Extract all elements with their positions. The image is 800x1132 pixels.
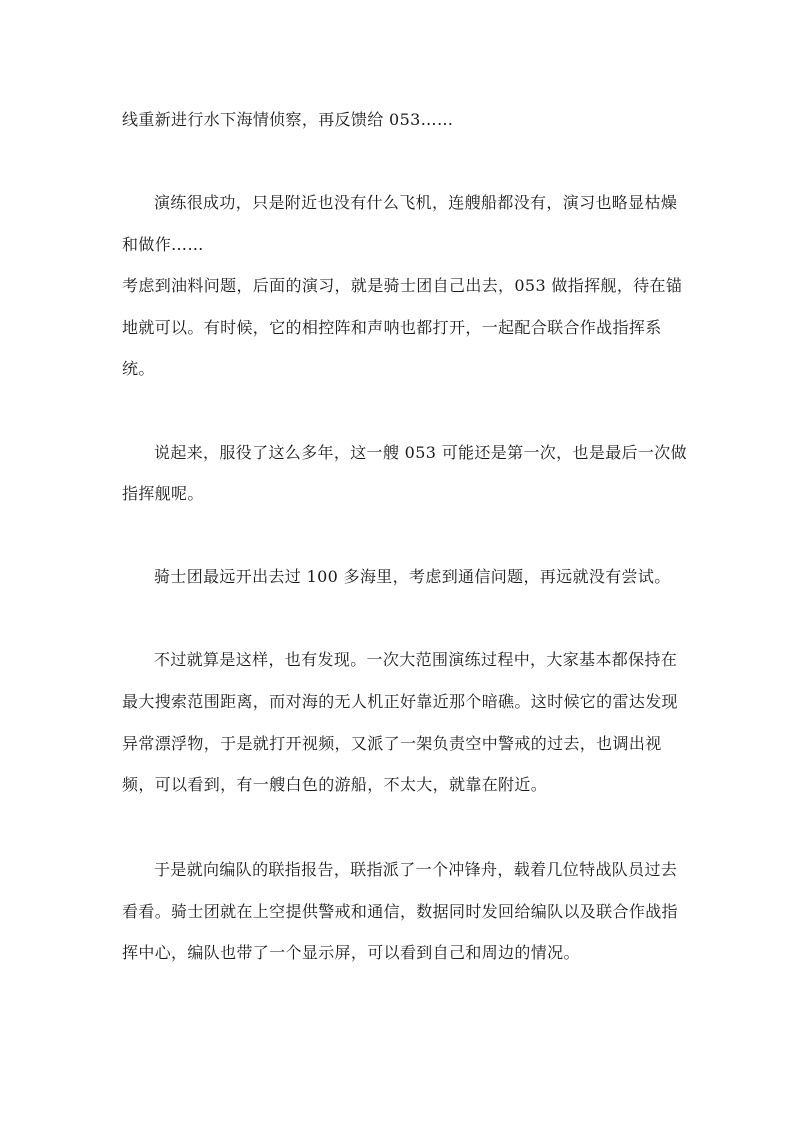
paragraph-7-line-3: 挥中心，编队也带了一个显示屏，可以看到自己和周边的情况。 <box>122 943 580 962</box>
paragraph-7-line-1: 于是就向编队的联指报告，联指派了一个冲锋舟，载着几位特战队员过去 <box>154 860 678 879</box>
paragraph-6-line-2: 最大搜索范围距离，而对海的无人机正好靠近那个暗礁。这时候它的雷达发现 <box>122 692 678 711</box>
paragraph-5-line-1: 骑士团最远开出去过 100 多海里，考虑到通信问题，再远就没有尝试。 <box>154 567 671 586</box>
paragraph-3-line-3: 统。 <box>122 359 155 378</box>
paragraph-1-line-1: 线重新进行水下海情侦察，再反馈给 053…… <box>122 110 454 129</box>
paragraph-4-line-2: 指挥舰呢。 <box>122 484 204 503</box>
paragraph-7-line-2: 看看。骑士团就在上空提供警戒和通信，数据同时发回给编队以及联合作战指 <box>122 902 678 921</box>
paragraph-4-line-1: 说起来，服役了这么多年，这一艘 053 可能还是第一次，也是最后一次做 <box>154 443 687 462</box>
paragraph-2-line-2: 和做作…… <box>122 235 204 254</box>
paragraph-3-line-2: 地就可以。有时候，它的相控阵和声呐也都打开，一起配合联合作战指挥系 <box>122 318 662 337</box>
paragraph-6-line-4: 频，可以看到，有一艘白色的游船，不太大，就靠在附近。 <box>122 775 548 794</box>
paragraph-6-line-1: 不过就算是这样，也有发现。一次大范围演练过程中，大家基本都保持在 <box>154 650 678 669</box>
paragraph-3-line-1: 考虑到油料问题，后面的演习，就是骑士团自己出去，053 做指挥舰，待在锚 <box>122 276 683 295</box>
paragraph-2-line-1: 演练很成功，只是附近也没有什么飞机，连艘船都没有，演习也略显枯燥 <box>154 193 678 212</box>
paragraph-6-line-3: 异常漂浮物，于是就打开视频，又派了一架负责空中警戒的过去，也调出视 <box>122 734 662 753</box>
